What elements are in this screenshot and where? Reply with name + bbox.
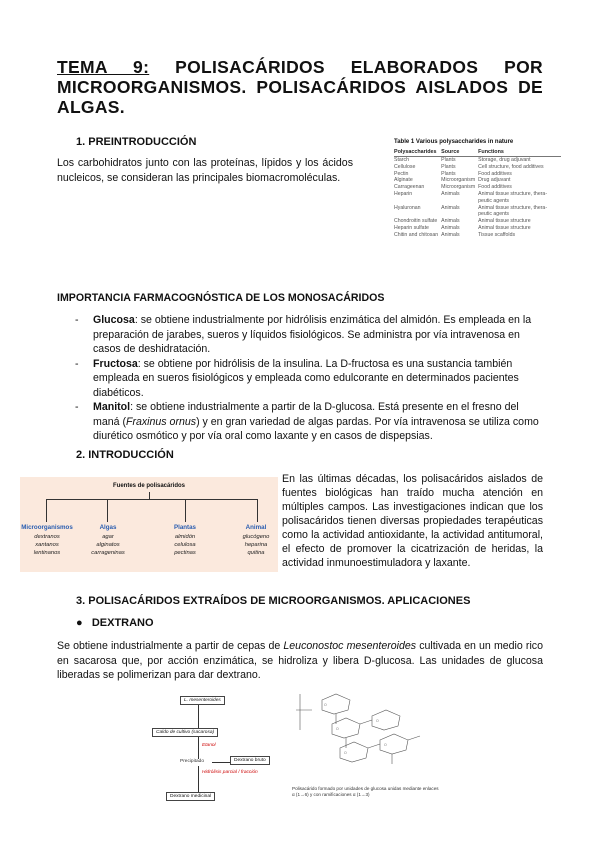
table-cell: Food additives [478, 184, 512, 191]
table-cell: Animals [441, 204, 460, 211]
tree-branch-microorganismos [18, 524, 76, 557]
table-cell: Chitin and chitosan [394, 231, 439, 238]
table-row [394, 232, 561, 239]
tree-branch-algas [84, 524, 132, 557]
title-line2: MICROORGANISMOS. POLISACÁRIDOS AISLADOS DE [57, 77, 543, 97]
branch-item: alginatos [96, 542, 120, 548]
branch-item: lentinanos [33, 550, 61, 556]
table-row [394, 225, 561, 232]
table1-header: Source [441, 149, 478, 157]
table-row [394, 205, 561, 219]
importancia-list [57, 313, 543, 444]
section1-heading: 1. PREINTRODUCCIÓN [76, 136, 197, 148]
flow-step2: Caldo de cultivo (sacarosa) [152, 728, 218, 737]
list-item: - Manitol: se obtiene industrialmente a partir de la D-glucosa. Está presente en el fresno del maná (Fraxinus ornus) y en gran variedad de algas pardas. Por vía intravenosa se utiliza como diurético osmótico y por vía oral como laxante y en casos de dispepsias. [75, 401, 539, 442]
table-cell: Microorganism [441, 177, 476, 184]
branch-label: Animal [245, 524, 267, 531]
item-text: : se obtiene por hidrólisis de la insulina. La D-fructosa es una sustancia también empleada en sueros fisiológicos y empleada como edulcorante en determinados pacientes diabéticos. [93, 357, 519, 399]
svg-text:O: O [336, 727, 339, 731]
item-italic: Fraxinus ornus [125, 415, 197, 428]
list-item: - Glucosa: se obtiene industrialmente por hidrólisis enzimática del almidón. Es empleada en la preparación de jarabes, sueros y líquidos fisiológicos. Se administra por vía intravenosa en casos de deshidratación. [75, 314, 532, 355]
table-cell: Cellulose [394, 163, 416, 170]
para-text: Se obtiene industrialmente a partir de cepas de [57, 640, 284, 652]
svg-text:O: O [344, 751, 347, 755]
table-cell: Heparin [394, 190, 413, 197]
table-cell: Hyaluronan [394, 204, 421, 211]
table-cell: Microorganism [441, 184, 476, 191]
term-manitol: Manitol [93, 401, 131, 413]
para-italic: Leuconostoc mesenteroides [283, 640, 417, 652]
dextran-structure-image [292, 690, 432, 776]
list-item: - Fructosa: se obtiene por hidrólisis de la insulina. La D-fructosa es una sustancia también empleada en sueros fisiológicos y empleada como edulcorante en determinados pacientes diabéticos. [75, 357, 519, 399]
table-cell: Plants [441, 170, 456, 177]
branch-label: Algas [99, 524, 117, 531]
table-cell: Carrageenan [394, 184, 425, 191]
flow-step4: Precipitado [180, 759, 204, 764]
table-row [394, 184, 561, 191]
term-glucosa: Glucosa [93, 314, 135, 326]
branch-item: almidón [174, 534, 196, 540]
table-cell: Cell structure, food additives [478, 163, 544, 170]
branch-item: quitina [247, 550, 265, 556]
table-cell: Pectin [394, 170, 409, 177]
flow-step1: L. mesenteroides [180, 696, 225, 705]
table-cell: Heparin sulfate [394, 224, 429, 231]
table-cell: Animal tissue structure, thera- peutic agents [478, 204, 548, 218]
table-cell: Animal tissue structure [478, 224, 531, 231]
branch-item: dextranos [34, 534, 60, 540]
flow-note: Hidrólisis parcial / fracción [202, 770, 258, 775]
branch-item: carrageninas [91, 550, 125, 556]
table-cell: Alginate [394, 177, 413, 184]
table1-figure [394, 139, 590, 239]
table-row [394, 177, 561, 184]
title-line1: POLISACÁRIDOS ELABORADOS POR [175, 57, 543, 77]
table1-caption: Table 1 Various polysaccharides in nature [394, 139, 514, 145]
dextrano-label: DEXTRANO [91, 617, 154, 629]
dextran-flow-diagram [156, 690, 280, 810]
table-row [394, 191, 561, 205]
svg-text:O: O [324, 703, 327, 707]
flow-step3: Etanol [202, 743, 216, 748]
dextrano-heading [76, 617, 154, 629]
page-title [57, 57, 543, 117]
section3-paragraph [57, 639, 543, 683]
branch-label: Microorganismos [21, 524, 73, 531]
table-cell: Plants [441, 157, 456, 163]
tree-branch-animal [234, 524, 278, 557]
svg-text:O: O [384, 743, 387, 747]
table-cell: Food additives [478, 170, 512, 177]
table-cell: Plants [441, 163, 456, 170]
section2-paragraph: En las últimas décadas, los polisacáridos aislados de fuentes biológicas han traído mucha atención en múltiples campos. Las investigaciones indican que los polisacáridos tienen diversas propiedades terapéuticas como la actividad antioxidante, la actividad antitumoral, el efecto de promover la cicatrización de heridas, la actividad inmunoestimuladora y laxante. [282, 473, 543, 569]
table-cell: Animals [441, 190, 460, 197]
branch-item: pectinas [174, 550, 196, 556]
branch-label: Plantas [173, 524, 196, 531]
table-cell: Storage, drug adjuvant [478, 157, 531, 163]
item-text: ) y en gran variedad de algas pardas. Por vía intravenosa se utiliza como diurético osmótico y por vía oral como laxante y en casos de dispepsias. [93, 415, 539, 442]
section2-heading: 2. INTRODUCCIÓN [76, 449, 174, 461]
para-text: cultivada en un medio rico en sacarosa que, por acción enzimática, se hidroliza y libera D-glucosa. Las unidades de glucosa liberadas se polimerizan para dar dextrano. [57, 640, 543, 681]
table-cell: Animal tissue structure, thera- peutic agents [478, 190, 548, 204]
item-text: : se obtiene industrialmente por hidrólisis enzimática del almidón. Es empleada en la preparación de jarabes, sueros y líquidos fisiológicos. Se administra por vía intravenosa en casos de deshidratación. [93, 314, 532, 355]
table-row [394, 171, 561, 178]
table-cell: Tissue scaffolds [478, 231, 516, 238]
bullet-dot-icon: ● [76, 617, 83, 629]
svg-text:O: O [376, 719, 379, 723]
branch-item: celulosa [174, 542, 196, 548]
table1-header: Functions [478, 149, 561, 157]
table-row [394, 164, 561, 171]
importancia-heading: IMPORTANCIA FARMACOGNÓSTICA DE LOS MONOSACÁRIDOS [57, 292, 385, 304]
branch-item: heparina [244, 542, 268, 548]
table-cell: Animals [441, 231, 460, 238]
tree-branch-plantas [161, 524, 209, 557]
table-cell: Chondroitin sulfate [394, 218, 438, 225]
sources-tree-figure [20, 477, 278, 572]
table-cell: Animals [441, 224, 460, 231]
structure-caption: Polisacárido formado por unidades de glucosa unidas mediante enlaces α (1→6) y con ramificaciones α (1→3) [292, 786, 439, 797]
flow-step5: Dextrano bruto [230, 756, 270, 765]
branch-item: agar [102, 534, 114, 540]
table-row [394, 218, 561, 225]
title-prefix: TEMA 9: [57, 57, 150, 77]
tree-root: Fuentes de polisacáridos [112, 483, 186, 489]
dextran-structure-svg [292, 690, 432, 776]
branch-item: glucógeno [242, 534, 270, 540]
table-cell: Animals [441, 218, 460, 225]
table-cell: Animal tissue structure [478, 218, 531, 225]
branch-item: xantanos [35, 542, 59, 548]
title-line3: ALGAS. [57, 97, 125, 117]
table-row [394, 157, 561, 164]
term-fructosa: Fructosa [93, 357, 138, 370]
table1 [394, 149, 561, 239]
table-cell: Drug adjuvant [478, 177, 511, 184]
section3-heading: 3. POLISACÁRIDOS EXTRAÍDOS DE MICROORGANISMOS. APLICACIONES [76, 595, 471, 607]
table1-header: Polysaccharides [394, 149, 441, 157]
flow-step6: Dextrano medicinal [166, 792, 215, 801]
section1-paragraph: Los carbohidratos junto con las proteínas, lípidos y los ácidos nucleicos, se consideran las principales biomacromoléculas. [57, 157, 353, 184]
item-text: : se obtiene industrialmente a partir de la D-glucosa. Está presente en el fresno del maná ( [93, 401, 519, 428]
table-cell: Starch [394, 157, 409, 163]
